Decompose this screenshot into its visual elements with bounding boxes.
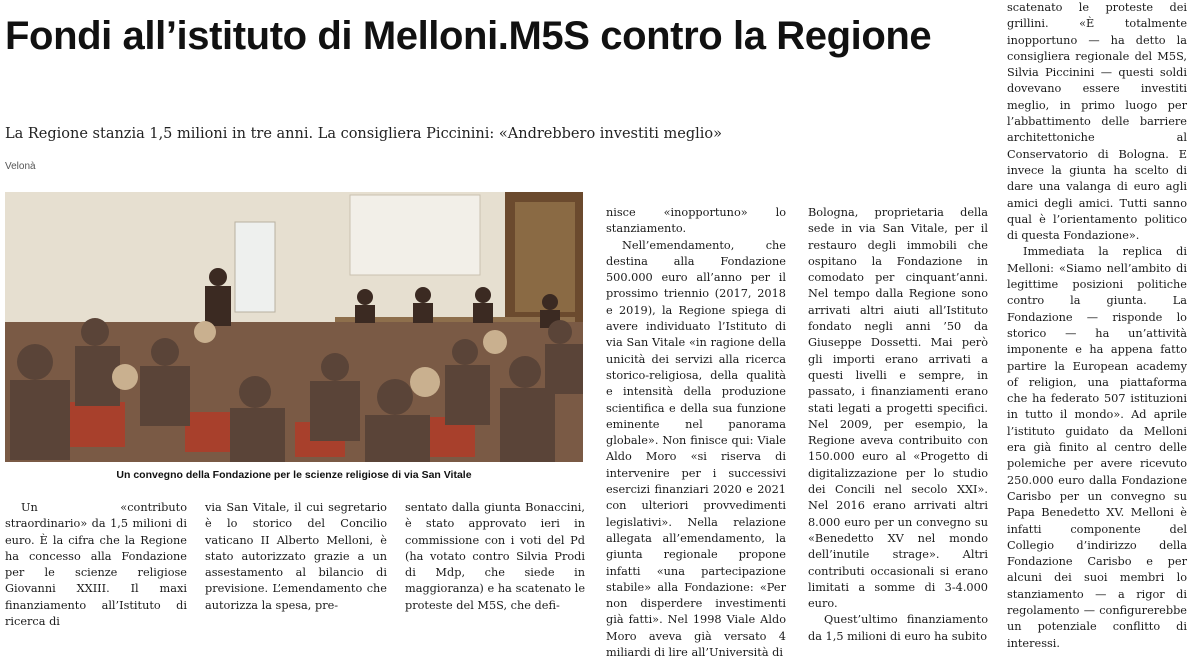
column-paragraph: Un «contributo straordinario» da 1,5 milioni di euro. È la cifra che la Regione ha concesso alla Fondazione per le scienze religiose Giovanni XXIII. Il maxi finanziamento all’Istituto di ricerca di — [5, 501, 187, 629]
article-byline: Velonà — [5, 161, 36, 172]
article-photo — [5, 192, 583, 462]
article-headline: Fondi all’istituto di Melloni.M5S contro la Regione — [5, 14, 932, 58]
article-column-5 — [808, 205, 988, 643]
column-paragraph: scatenato le proteste dei grillini. «È totalmente inopportuno — ha detto la consigliera regionale del M5S, Silvia Piccinini — questi soldi dovevano essere investiti meglio, in primo luogo per l’abbattimento delle barriere architettoniche al Conservatorio di Bologna. E invece la giunta ha scelto di dare una valanga di euro agli amici degli amici. Tutti sanno qual è l’orientamento politico di questa Fondazione». — [1007, 1, 1187, 243]
column-paragraph: nisce «inopportuno» lo stanziamento. — [606, 206, 786, 236]
column-paragraph: Quest’ultimo finanziamento da 1,5 milioni di euro ha subito — [808, 613, 988, 643]
article-column-3 — [405, 500, 585, 612]
article-subheadline: La Regione stanzia 1,5 milioni in tre anni. La consigliera Piccinini: «Andrebbero investiti meglio» — [5, 126, 722, 142]
column-paragraph: Immediata la replica di Melloni: «Siamo nell’ambito di legittime posizioni politiche contro la giunta. La Fondazione — risponde lo storico — ha un’attività imponente e ha appena fatto partire la European academy of religion, una piattaforma che ha federato 507 istituzioni in tutto il mondo». Ad aprile l’istituto guidato da Melloni era già finito al centro delle polemiche per avere ricevuto 250.000 euro dalla Fondazione Carisbo per un convegno su Papa Benedetto XV. Melloni è infatti componente del Collegio d’indirizzo della Fondazione Carisbo e per alcuni dei suoi membri lo stanziamento — a rigor di regolamento — configurerebbe un potenziale conflitto di interessi. — [1007, 245, 1187, 650]
column-paragraph: Bologna, proprietaria della sede in via San Vitale, per il restauro degli immobili che ospitano la Fondazione in comodato per cinquant’anni. Nel tempo dalla Regione sono arrivati altri aiuti all’Istituto fondato negli anni ’50 da Giuseppe Dossetti. Mai però gli importi erano arrivati a questi livelli e sempre, in passato, i finanziamenti erano stati legati a progetti specifici. Nel 2009, per esempio, la Regione aveva contribuito con 150.000 euro al «Progetto di digitalizzazione per lo studio dei Concili nel secolo XXI». Nel 2016 erano arrivati altri 8.000 euro per un convegno su «Benedetto XV nel mondo dell’inutile strage». Altri contributi occasionali si erano limitati a somme di 3-4.000 euro. — [808, 206, 988, 611]
article-column-4 — [606, 205, 786, 660]
column-paragraph: Nell’emendamento, che destina alla Fondazione 500.000 euro all’anno per il prossimo triennio (2017, 2018 e 2019), la Regione spiega di avere individuato l’Istituto di via San Vitale «in ragione della unicità dei servizi alla ricerca storico-religiosa, della qualità e intensità della produzione scientifica e della sua funzione eminente nel panorama globale». Non finisce qui: Viale Aldo Moro «si riserva di intervenire per i successivi esercizi finanziari 2020 e 2021 con ulteriori provvedimenti legislativi». Nella relazione allegata all’emendamento, la giunta regionale propone infatti «una partecipazione stabile» alla Fondazione: «Per non disperdere investimenti già fatti». Nel 1998 Viale Aldo Moro aveva già versato 4 miliardi di lire all’Università di — [606, 238, 786, 660]
article-column-2 — [205, 500, 387, 612]
column-paragraph: via San Vitale, il cui segretario è lo storico del Concilio vaticano II Alberto Melloni, è stato autorizzato grazie a un assestamento al bilancio di previsione. L’emendamento che autorizza la spesa, pre- — [205, 501, 387, 612]
conference-photo-illustration — [5, 192, 583, 462]
column-paragraph: sentato dalla giunta Bonaccini, è stato approvato ieri in commissione con i voti del Pd (ha votato contro Silvia Prodi di Mdp, che siede in maggioranza) e ha scatenato le proteste del M5S, che defi- — [405, 501, 585, 612]
photo-caption: Un convegno della Fondazione per le scienze religiose di via San Vitale — [116, 469, 472, 481]
article-column-1 — [5, 500, 187, 629]
article-column-6 — [1007, 0, 1187, 650]
